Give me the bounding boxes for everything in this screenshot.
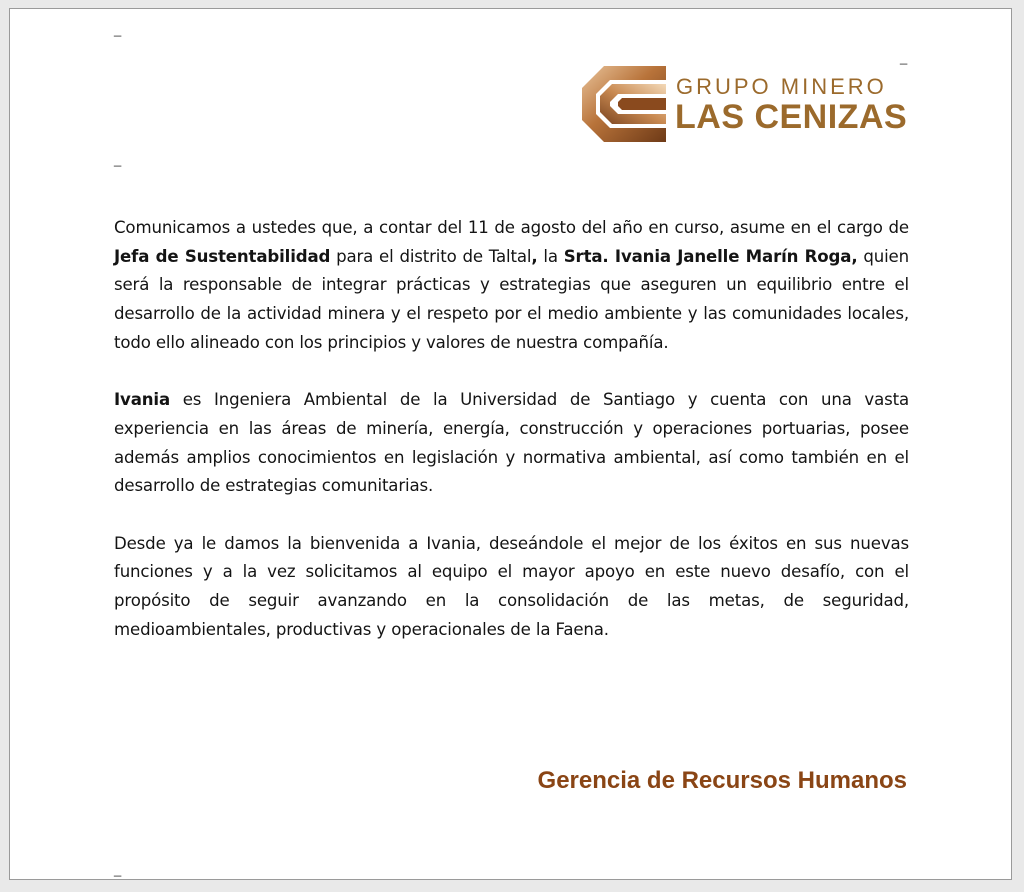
paragraph-profile <box>114 386 909 501</box>
paragraph-welcome <box>114 530 909 645</box>
text-run: para el distrito de Taltal <box>330 246 532 266</box>
logo-text-line1: GRUPO MINERO <box>676 74 887 99</box>
logo-text-line2: LAS CENIZAS <box>675 98 908 136</box>
header-mark: _ <box>900 50 908 65</box>
header-mark: _ <box>114 152 122 167</box>
paragraph-appointment <box>114 214 909 358</box>
text-run: quien será la responsable de integrar prácticas y estrategias que aseguren un equilibrio entre el desarrollo de la actividad minera y el respeto por el medio ambiente y las comunidades locales, todo ello alineado con los principios y valores de nuestra compañía. <box>114 246 909 352</box>
logo-emblem-icon <box>582 64 666 144</box>
bold-first-name: Ivania <box>114 390 170 410</box>
text-run: la <box>537 246 564 266</box>
header-mark: _ <box>114 22 122 37</box>
bold-name: Srta. Ivania Janelle Marín Roga, <box>563 246 858 266</box>
text-run: es Ingeniera Ambiental de la Universidad de Santiago y cuenta con una vasta experiencia en las áreas de minería, energía, construcción y operaciones portuarias, posee además amplios conocimientos en legislación y normativa ambiental, así como también en el desarrollo de estrategias comunitarias. <box>114 390 909 496</box>
bold-position: Jefa de Sustentabilidad <box>114 246 331 266</box>
bold-comma: , <box>531 246 538 266</box>
letter-body <box>114 214 909 673</box>
text-run: Comunicamos a ustedes que, a contar del 11 de agosto del año en curso, asume en el cargo de <box>114 218 909 237</box>
signature-department: Gerencia de Recursos Humanos <box>537 767 907 794</box>
document-page <box>9 8 1012 880</box>
text-run: Desde ya le damos la bienvenida a Ivania, deseándole el mejor de los éxitos en sus nuevas funciones y a la vez solicitamos al equipo el mayor apoyo en este nuevo desafío, con el propósito de seguir avanzando en la consolidación de las metas, de seguridad, medioambientales, productivas y operacionales de la Faena. <box>114 533 909 639</box>
company-logo <box>582 64 912 144</box>
footer-mark: _ <box>114 862 122 877</box>
